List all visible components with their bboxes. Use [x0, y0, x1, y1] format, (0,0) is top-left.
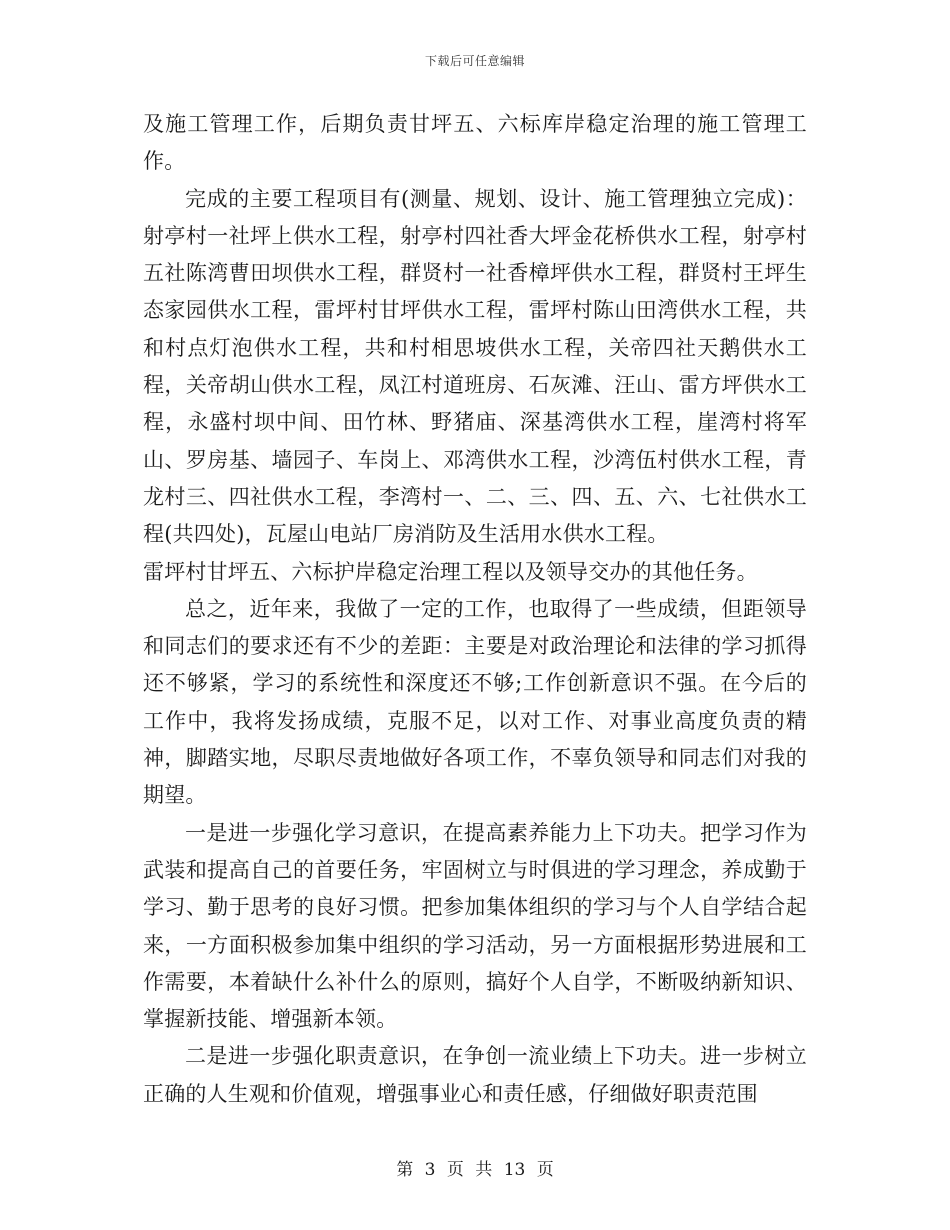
paragraph-point-two: 二是进一步强化职责意识，在争创一流业绩上下功夫。进一步树立正确的人生观和价值观，增强事业心和责任感，仔细做好职责范围: [143, 1044, 807, 1106]
paragraph-summary: 总之，近年来，我做了一定的工作，也取得了一些成绩，但距领导和同志们的要求还有不少的差距：主要是对政治理论和法律的学习抓得还不够紧，学习的系统性和深度还不够;工作创新意识不强。在今后的工作中，我将发扬成绩，克服不足，以对工作、对事业高度负责的精神，脚踏实地，尽职尽责地做好各项工作，不辜负领导和同志们对我的期望。: [143, 596, 807, 808]
paragraph-point-one: 一是进一步强化学习意识，在提高素养能力上下功夫。把学习作为武装和提高自己的首要任务，牢固树立与时俱进的学习理念，养成勤于学习、勤于思考的良好习惯。把参加集体组织的学习与个人自学结合起来，一方面积极参加集中组织的学习活动，另一方面根据形势进展和工作需要，本着缺什么补什么的原则，搞好个人自学，不断吸纳新知识、掌握新技能、增强新本领。: [143, 820, 807, 1032]
document-body: [143, 106, 807, 1113]
paragraph-projects: 完成的主要工程项目有(测量、规划、设计、施工管理独立完成)：射亭村一社坪上供水工程，射亭村四社香大坪金花桥供水工程，射亭村五社陈湾曹田坝供水工程，群贤村一社香樟坪供水工程，群贤村王坪生态家园供水工程，雷坪村甘坪供水工程，雷坪村陈山田湾供水工程，共和村点灯泡供水工程，共和村相思坡供水工程，关帝四社天鹅供水工程，关帝胡山供水工程，凤江村道班房、石灰滩、汪山、雷方坪供水工程，永盛村坝中间、田竹林、野猪庙、深基湾供水工程，崖湾村将军山、罗房基、墙园子、车岗上、邓湾供水工程，沙湾伍村供水工程，青龙村三、四社供水工程，李湾村一、二、三、四、五、六、七社供水工程(共四处)，瓦屋山电站厂房消防及生活用水供水工程。: [143, 186, 807, 547]
page-header: 下载后可任意编辑: [424, 54, 525, 68]
paragraph-other-tasks: 雷坪村甘坪五、六标护岸稳定治理工程以及领导交办的其他任务。: [143, 559, 758, 584]
paragraph-continuation: 及施工管理工作，后期负责甘坪五、六标库岸稳定治理的施工管理工作。: [143, 112, 807, 174]
page-number-footer: 第 3 页 共 13 页: [396, 1160, 554, 1180]
